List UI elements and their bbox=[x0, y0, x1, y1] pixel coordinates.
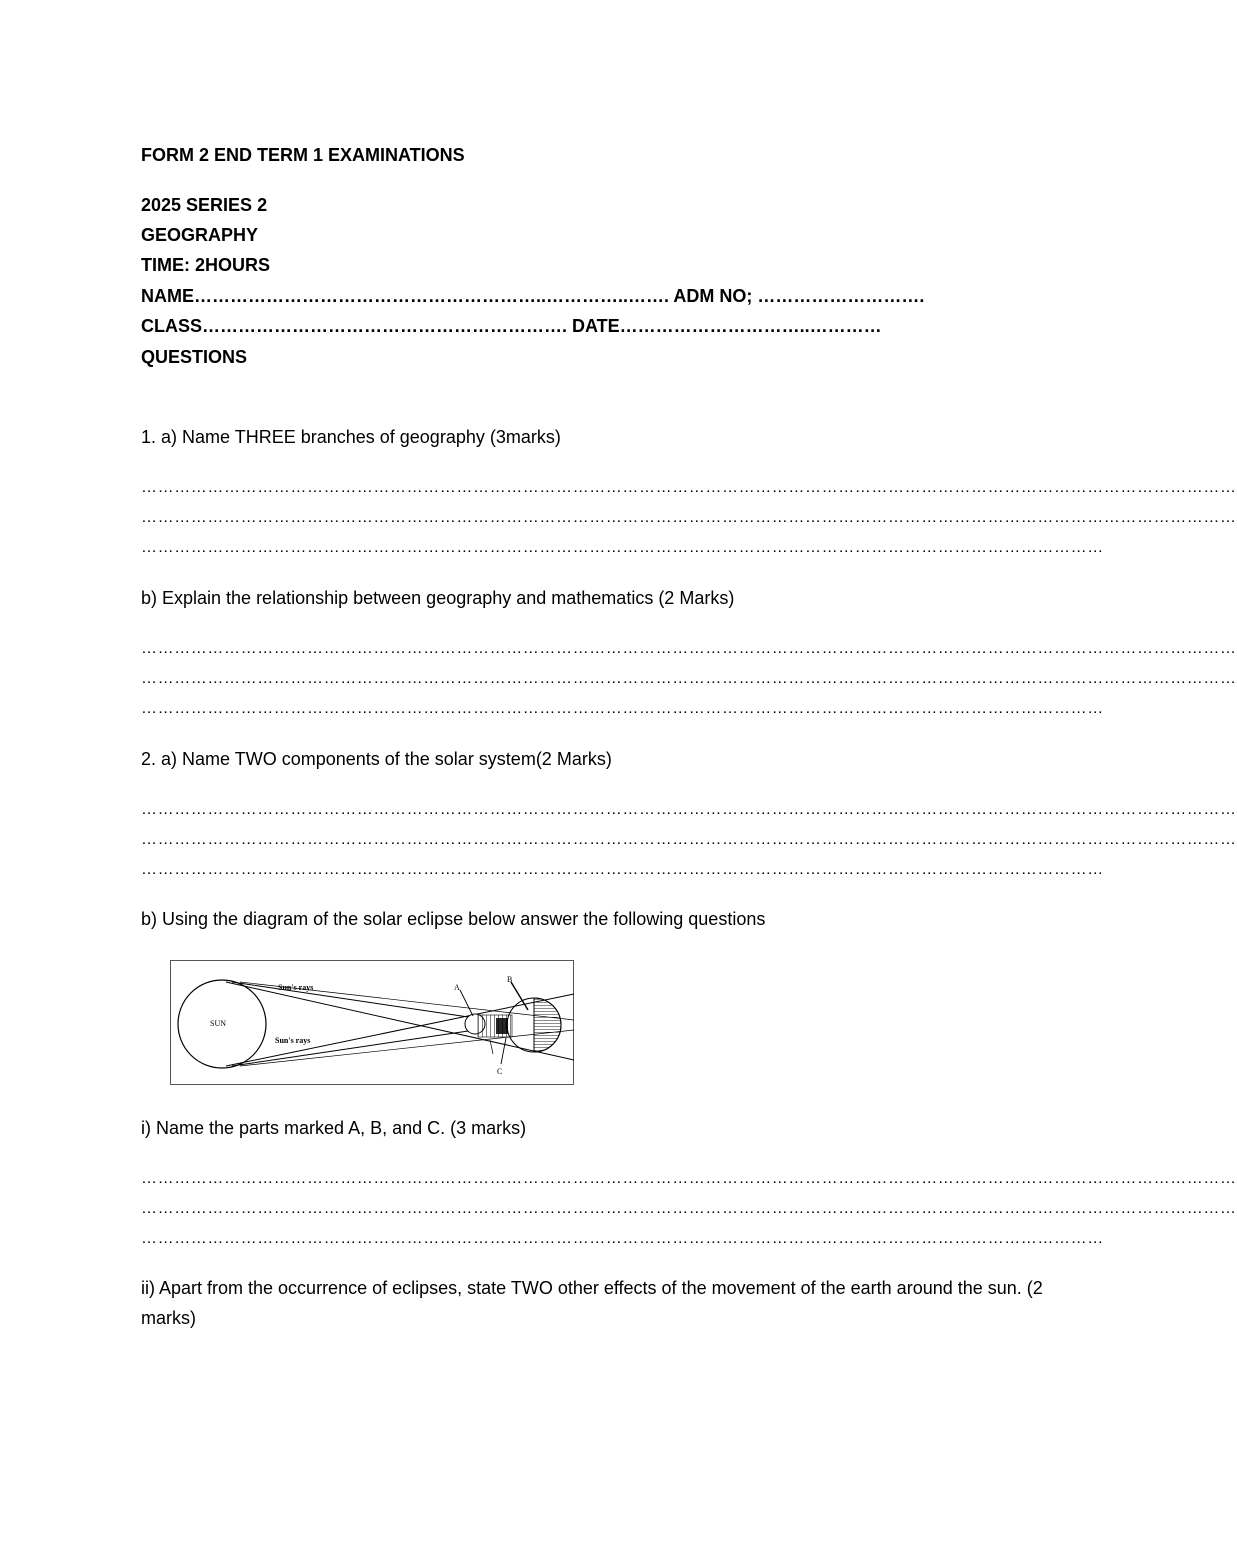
class-date-line[interactable]: CLASS……………………………………………………. DATE…………………………..………… bbox=[141, 316, 882, 336]
question-1a: 1. a) Name THREE branches of geography (3marks) bbox=[141, 427, 561, 447]
answer-line[interactable]: ………………………………………………………………………………………………………………………………………………………… bbox=[141, 861, 1104, 878]
rays-bottom-label: Sun's rays bbox=[275, 1036, 311, 1045]
question-2b: b) Using the diagram of the solar eclipse below answer the following questions bbox=[141, 909, 766, 929]
label-a: A bbox=[454, 983, 460, 992]
answer-line[interactable]: ……………………………………………………………………………………………………………………………………………………………………………… bbox=[141, 801, 1237, 818]
question-1b: b) Explain the relationship between geography and mathematics (2 Marks) bbox=[141, 588, 735, 608]
sun-label: SUN bbox=[210, 1019, 227, 1028]
answer-line[interactable]: ……………………………………………………………………………………………………………………………………………………………………………… bbox=[141, 509, 1237, 526]
question-2b-i: i) Name the parts marked A, B, and C. (3 marks) bbox=[141, 1118, 527, 1138]
answer-line[interactable]: ………………………………………………………………………………………………………………………………………………………… bbox=[141, 539, 1104, 556]
rays-top-label: Sun's rays bbox=[278, 983, 314, 992]
answer-line[interactable]: ……………………………………………………………………………………………………………………………………………………………………………… bbox=[141, 1170, 1237, 1187]
exam-subject: GEOGRAPHY bbox=[141, 225, 259, 245]
solar-eclipse-diagram bbox=[170, 960, 574, 1085]
exam-time: TIME: 2HOURS bbox=[141, 255, 271, 275]
exam-title: FORM 2 END TERM 1 EXAMINATIONS bbox=[141, 145, 465, 165]
label-c: C bbox=[497, 1067, 503, 1076]
answer-line[interactable]: ……………………………………………………………………………………………………………………………………………………………………………… bbox=[141, 831, 1237, 848]
answer-line[interactable]: ……………………………………………………………………………………………………………………………………………………………………………… bbox=[141, 640, 1237, 657]
question-2b-ii: ii) Apart from the occurrence of eclipses, state TWO other effects of the movement of the earth around the sun. (2 marks) bbox=[141, 1278, 1043, 1328]
name-adm-line[interactable]: NAME…………………………………………………..…………..……. ADM NO; ………………………. bbox=[141, 286, 925, 306]
answer-line[interactable]: ……………………………………………………………………………………………………………………………………………………………………………… bbox=[141, 670, 1237, 687]
exam-series: 2025 SERIES 2 bbox=[141, 195, 268, 215]
answer-line[interactable]: ………………………………………………………………………………………………………………………………………………………… bbox=[141, 700, 1104, 717]
question-2a: 2. a) Name TWO components of the solar system(2 Marks) bbox=[141, 749, 612, 769]
label-b: B bbox=[507, 975, 513, 984]
questions-heading: QUESTIONS bbox=[141, 347, 248, 367]
umbra-region bbox=[496, 1018, 508, 1034]
answer-line[interactable]: ……………………………………………………………………………………………………………………………………………………………………………… bbox=[141, 1200, 1237, 1217]
answer-line[interactable]: ………………………………………………………………………………………………………………………………………………………… bbox=[141, 1230, 1104, 1247]
answer-line[interactable]: ……………………………………………………………………………………………………………………………………………………………………………… bbox=[141, 479, 1237, 496]
